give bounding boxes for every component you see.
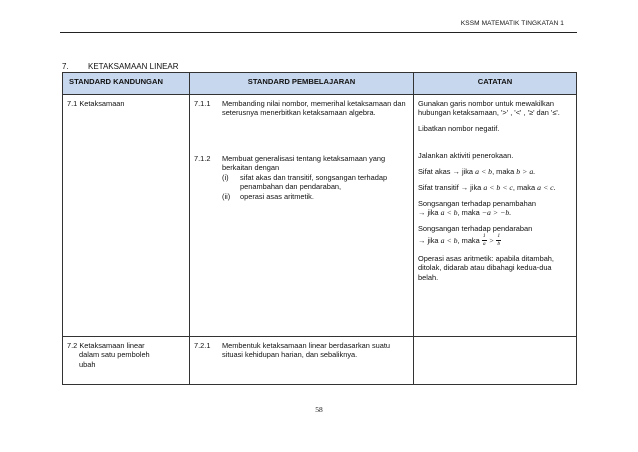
section-heading (62, 62, 179, 71)
fraction (496, 234, 501, 248)
note-arithmetic-operations: Operasi asas aritmetik: apabila ditambah, ditolak, didarab atau dibahagi kedua-dua belah. (418, 253, 554, 282)
sub-mark: (i) (222, 172, 229, 182)
math-expr: a < b (440, 208, 458, 218)
table-row (63, 95, 577, 337)
note-text: , maka (492, 166, 517, 176)
math-expr: b > a. (516, 166, 536, 176)
content-standard-7-2-cont: ubah (79, 359, 96, 369)
note-text: , maka (457, 208, 482, 218)
note-text: Songsangan terhadap pendaraban (418, 224, 533, 234)
numerator: 1 (482, 232, 486, 239)
note-text: Sifat transitif → jika (418, 182, 484, 192)
denominator: a (482, 241, 486, 248)
section-title: KETAKSAMAAN LINEAR (88, 62, 179, 71)
curriculum-table (62, 72, 577, 385)
header-content-standard: STANDARD KANDUNGAN (63, 73, 190, 95)
section-number: 7. (62, 62, 69, 71)
sub-text: operasi asas aritmetik. (240, 191, 314, 201)
spacer (194, 118, 409, 154)
math-expr: a < b (475, 166, 493, 176)
content-standard-cell (63, 95, 190, 337)
table-header-row (63, 73, 577, 95)
content-standard-7-1: 7.1 Ketaksamaan (67, 99, 125, 108)
lo-code: 7.2.1 (194, 341, 211, 350)
denominator: b (497, 241, 501, 248)
note-exploration: Jalankan aktiviti penerokaan. (418, 151, 514, 161)
note-multiplicative-inverse (418, 224, 572, 247)
note-text: , maka (512, 182, 538, 192)
note-text: Sifat akas → jika (418, 166, 476, 176)
lo-text: Membanding nilai nombor, memerihal ketaksamaan dan seterusnya menerbitkan ketaksamaan algebra. (222, 99, 406, 118)
learning-standard-cell (190, 95, 414, 337)
learning-standard-cell (190, 337, 414, 385)
lo-code: 7.1.2 (194, 153, 211, 163)
sub-mark: (ii) (222, 191, 231, 201)
math-expr: −a > −b. (481, 208, 512, 218)
fraction (482, 234, 487, 248)
header-notes: CATATAN (414, 73, 577, 95)
learning-standard-7-2-1 (194, 341, 409, 360)
note-text: → jika (418, 235, 441, 245)
page-number: 58 (315, 405, 323, 414)
lo-sub-item (222, 192, 409, 201)
note-additive-inverse (418, 199, 572, 218)
lo-text: Membentuk ketaksamaan linear berdasarkan suatu situasi kehidupan harian, dan sebaliknya. (222, 341, 391, 360)
note-number-line: Gunakan garis nombor untuk mewakilkan hubungan ketaksamaan, '>' , '<' , '≥' dan '≤'. (418, 99, 560, 118)
content-standard-7-2: 7.2 Ketaksamaan linear (67, 341, 145, 350)
lo-text: Membuat generalisasi tentang ketaksamaan yang berkaitan dengan (222, 153, 386, 173)
note-converse-property (418, 167, 572, 177)
math-expr: a < b < c (483, 182, 513, 192)
notes-cell (414, 337, 577, 385)
content-standard-cell (63, 337, 190, 385)
lo-sub-item (222, 173, 409, 192)
math-expr: > (488, 235, 495, 245)
learning-standard-7-1-1 (194, 99, 409, 118)
header-learning-standard: STANDARD PEMBELAJARAN (190, 73, 414, 95)
header-divider (60, 32, 577, 33)
numerator: 1 (497, 232, 501, 239)
lo-code: 7.1.1 (194, 99, 211, 108)
math-expr: a < c. (537, 182, 556, 192)
lo-body (222, 154, 409, 201)
running-header: KSSM MATEMATIK TINGKATAN 1 (460, 20, 564, 27)
note-text: Songsangan terhadap penambahan (418, 198, 536, 208)
sub-text: sifat akas dan transitif, songsangan terhadap penambahan dan pendaraban, (240, 172, 388, 192)
note-negative: Libatkan nombor negatif. (418, 123, 500, 133)
content-standard-7-2-cont: dalam satu pemboleh (79, 350, 150, 360)
note-transitive-property (418, 183, 572, 193)
note-text: , maka (457, 235, 482, 245)
math-expr: a < b (440, 235, 458, 245)
spacer (418, 139, 572, 151)
learning-standard-7-1-2 (194, 154, 409, 201)
table-row (63, 337, 577, 385)
notes-cell (414, 95, 577, 337)
note-text: → jika (418, 208, 441, 218)
